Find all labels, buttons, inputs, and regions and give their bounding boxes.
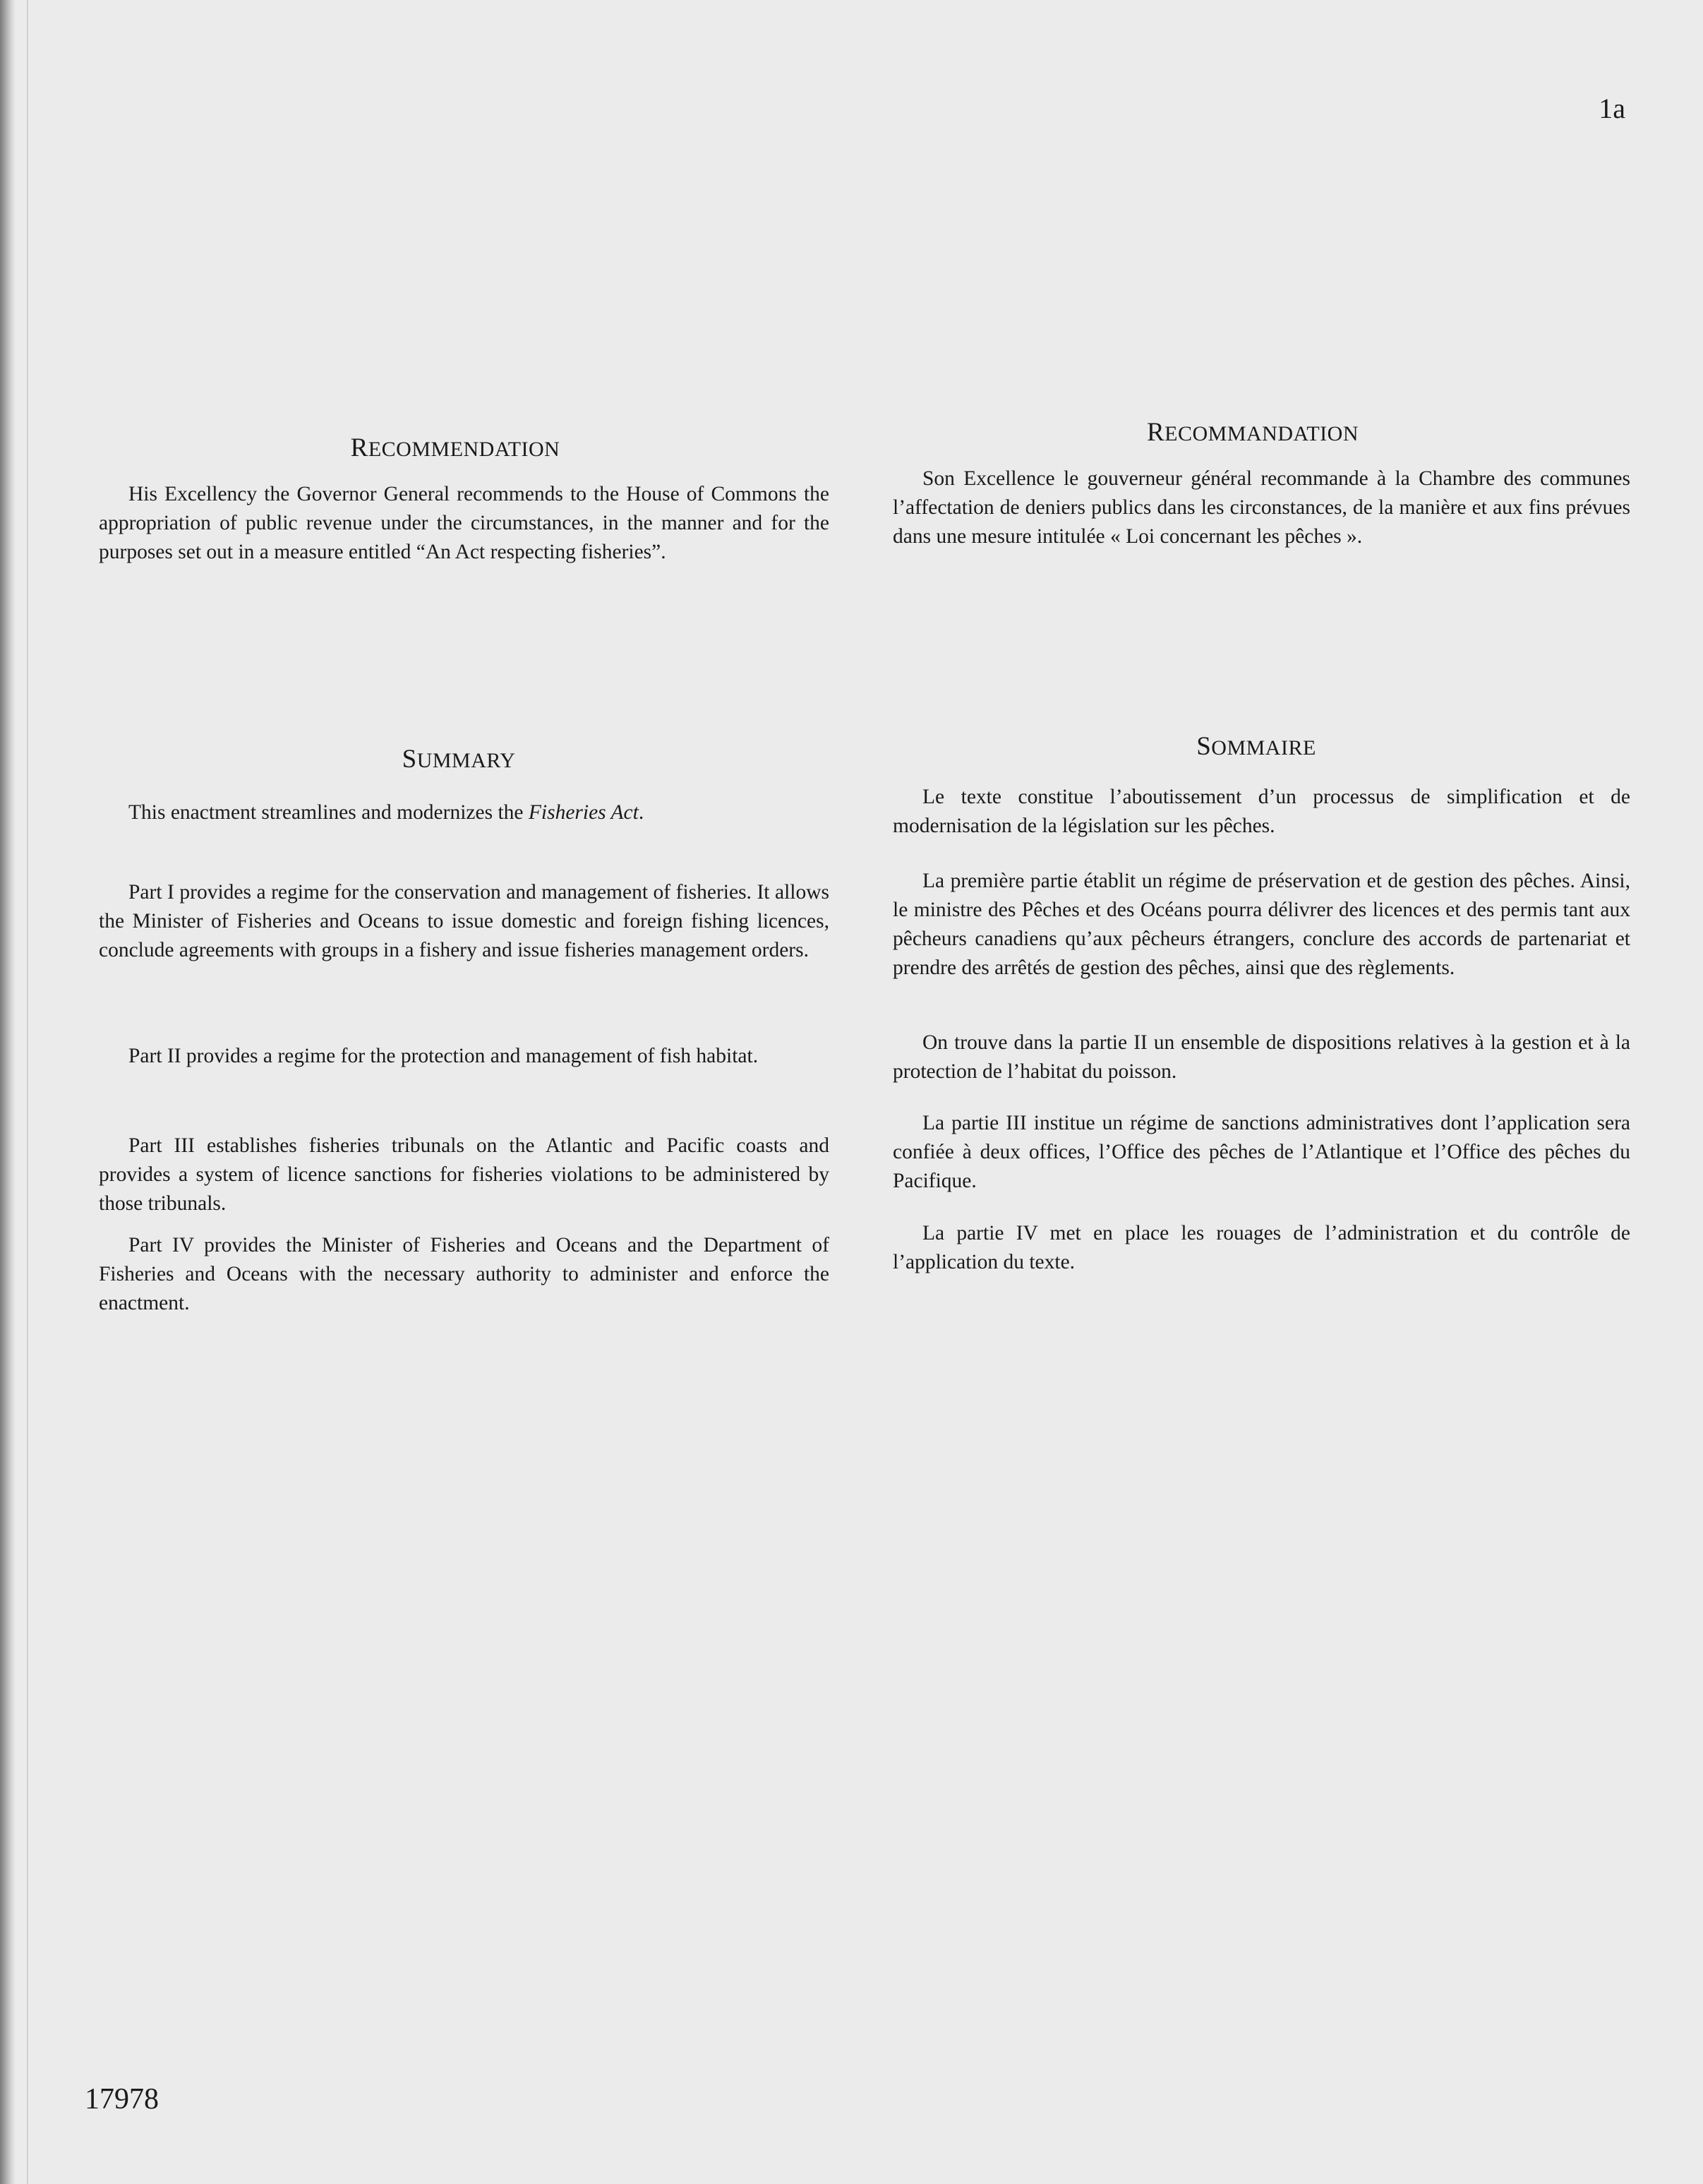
sommaire-heading — [1150, 731, 1362, 762]
sommaire-intro: Le texte constitue l’aboutissement d’un processus de simplification et de modernisation de la législation sur les pêches. — [893, 786, 1630, 837]
sommaire-heading-rest: OMMAIRE — [1211, 736, 1316, 760]
page-edge-line — [27, 0, 28, 2184]
summary-intro-text: This enactment streamlines and modernizes the — [128, 801, 529, 824]
page-number: 1a — [1599, 92, 1625, 124]
recommendation-heading-initial: R — [350, 433, 368, 462]
recommandation-heading-initial: R — [1146, 418, 1165, 447]
page-spine-shadow — [0, 0, 16, 2184]
summary-intro — [99, 798, 829, 827]
sommaire-part-2: On trouve dans la partie II un ensemble de dispositions relatives à la gestion et à la protection de l’habitat du poisson. — [893, 1031, 1630, 1083]
recommendation-heading — [311, 433, 600, 463]
recommandation-heading-rest: ECOMMANDATION — [1165, 422, 1359, 445]
summary-part-1: Part I provides a regime for the conservation and management of fisheries. It allows the Minister of Fisheries and Oceans to issue domestic and foreign fishing licences, conclude agreements with groups in a fishery and issue fisheries management orders. — [99, 881, 829, 961]
recommandation-text: Son Excellence le gouverneur général recommande à la Chambre des communes l’affectation de deniers publics dans les circonstances, de la manière et aux fins prévues dans une mesure intitulée « Loi concernant les pêches ». — [893, 467, 1630, 548]
sommaire-part-1: La première partie établit un régime de préservation et de gestion des pêches. Ainsi, le ministre des Pêches et des Océans pourra délivrer des licences et des permis tant aux pêcheurs canadiens qu’aux pêcheurs étrangers, conclure des accords de partenariat et prendre des arrêtés de gestion des pêches, ainsi que des règlements. — [893, 870, 1630, 979]
page-code: 17978 — [85, 2083, 159, 2116]
summary-heading-rest: UMMARY — [416, 749, 516, 772]
summary-intro-act-title: Fisheries Act — [528, 801, 639, 824]
summary-heading-initial: S — [402, 745, 417, 774]
sommaire-heading-initial: S — [1196, 732, 1212, 761]
sommaire-part-3: La partie III institue un régime de sanctions administratives dont l’application sera confiée à deux offices, l’Office des pêches de l’Atlantique et l’Office des pêches du Pacifique. — [893, 1112, 1630, 1192]
recommendation-heading-rest: ECOMMENDATION — [368, 438, 560, 461]
summary-part-2: Part II provides a regime for the protection and management of fish habitat. — [128, 1045, 759, 1067]
recommendation-text: His Excellency the Governor General recommends to the House of Commons the appropriation of public revenue under the circumstances, in the manner and for the purposes set out in a measure entitled “An Act respecting fisheries”. — [99, 483, 829, 563]
recommandation-heading — [1105, 417, 1401, 448]
summary-part-3: Part III establishes fisheries tribunals on the Atlantic and Pacific coasts and provides a system of licence sanctions for fisheries violations to be administered by those tribunals. — [99, 1134, 829, 1215]
summary-heading — [353, 744, 565, 774]
summary-part-4: Part IV provides the Minister of Fisheries and Oceans and the Department of Fisheries and Oceans with the necessary authority to administer and enforce the enactment. — [99, 1234, 829, 1314]
summary-intro-end: . — [638, 801, 644, 824]
sommaire-part-4: La partie IV met en place les rouages de l’administration et du contrôle de l’application du texte. — [893, 1222, 1630, 1273]
